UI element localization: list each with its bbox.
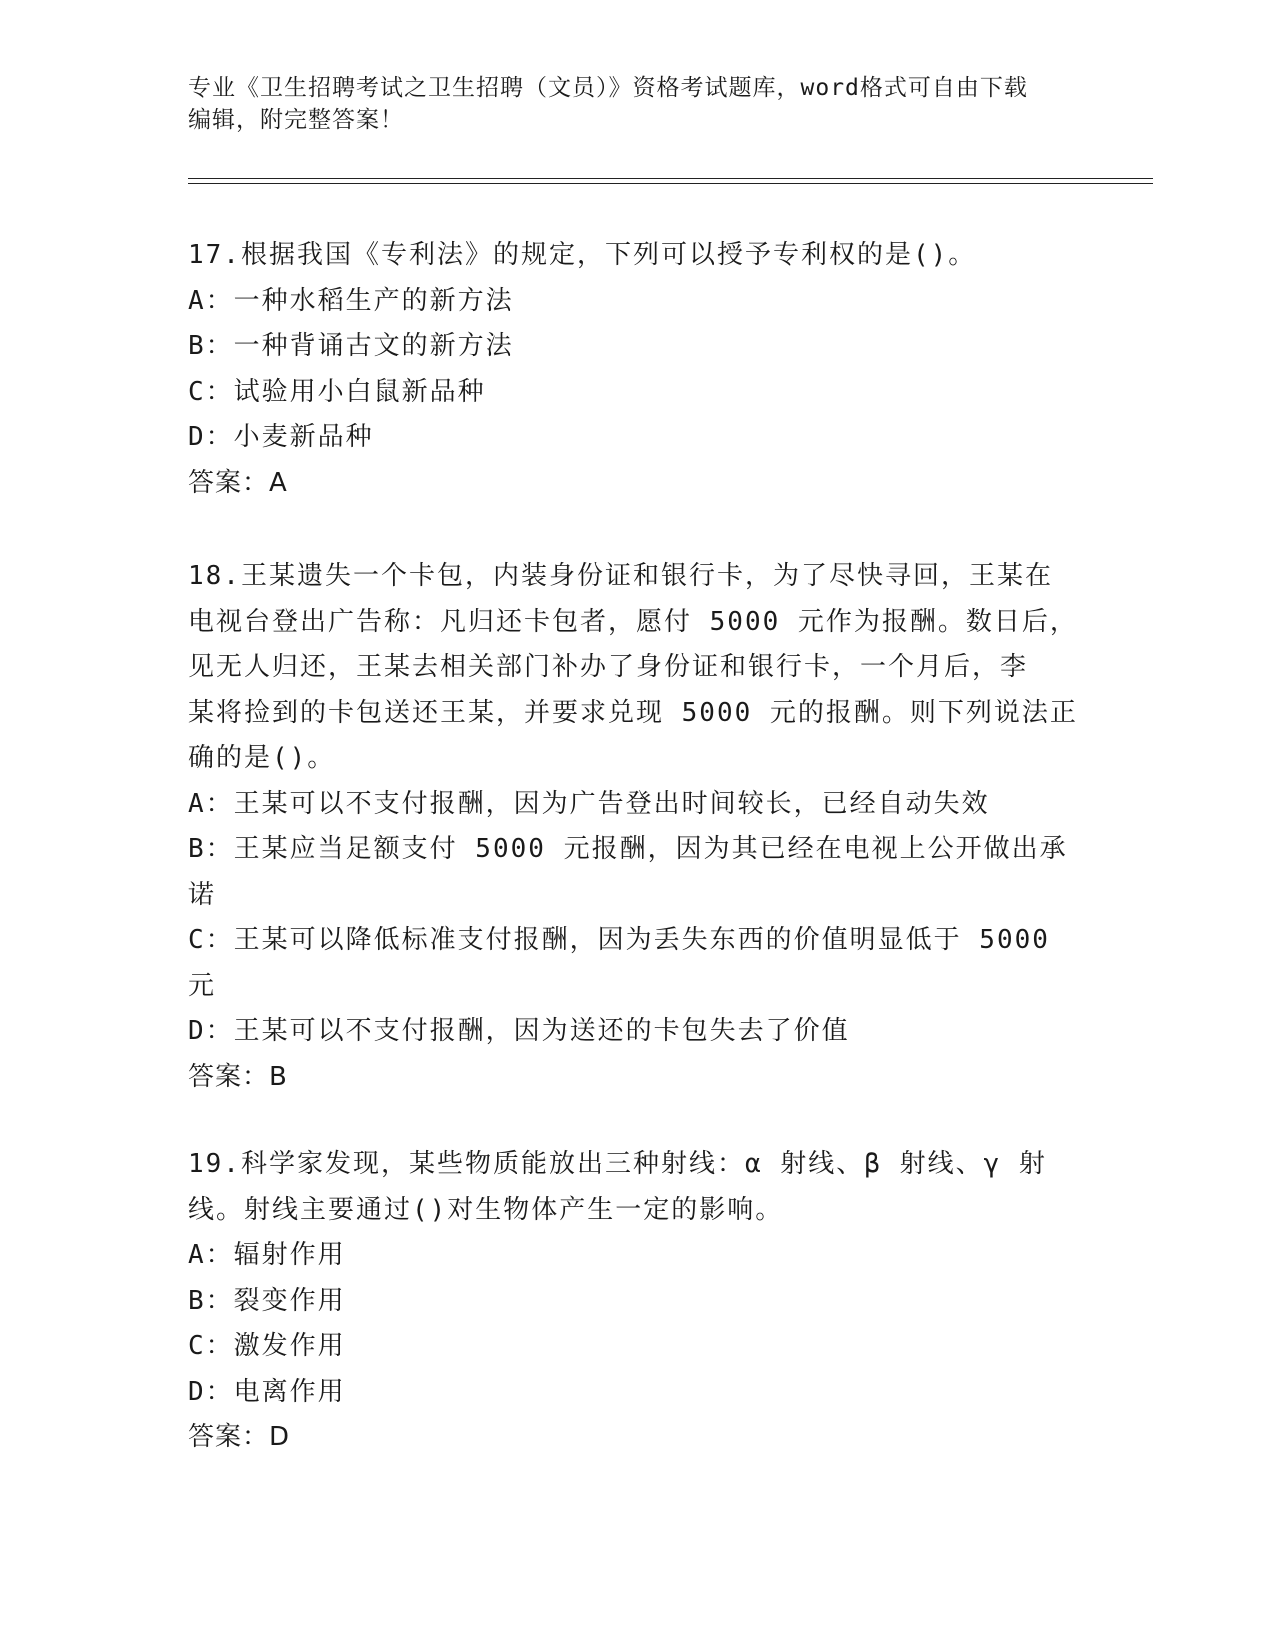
option-b: B：一种背诵古文的新方法 [188, 331, 514, 361]
option-b-continued: 诺 [188, 879, 217, 910]
question-stem: 确的是()。 [188, 743, 336, 773]
question-stem: 18.王某遗失一个卡包，内装身份证和银行卡，为了尽快寻回，王某在 [188, 561, 1053, 591]
document-header [188, 72, 1088, 136]
question-stem: 线。射线主要通过()对生物体产生一定的影响。 [188, 1194, 784, 1225]
option-b: B：裂变作用 [188, 1285, 346, 1316]
header-rule-top [188, 178, 1153, 179]
option-c: C：激发作用 [188, 1331, 346, 1361]
option-c-continued: 元 [188, 970, 217, 1001]
question-stem: 19.科学家发现，某些物质能放出三种射线：α 射线、β 射线、γ 射 [188, 1149, 1047, 1179]
option-b: B：王某应当足额支付 5000 元报酬，因为其已经在电视上公开做出承 [188, 834, 1068, 864]
header-line-1: 专业《卫生招聘考试之卫生招聘（文员）》资格考试题库，word格式可自由下载 [188, 75, 1028, 101]
question-stem: 某将捡到的卡包送还王某，并要求兑现 5000 元的报酬。则下列说法正 [188, 697, 1078, 728]
question-18 [188, 554, 1088, 1100]
question-19 [188, 1142, 1088, 1461]
answer: 答案：D [188, 1422, 291, 1452]
option-a: A：王某可以不支付报酬，因为广告登出时间较长，已经自动失效 [188, 788, 990, 819]
option-d: D：电离作用 [188, 1376, 346, 1407]
question-stem: 17.根据我国《专利法》的规定，下列可以授予专利权的是()。 [188, 240, 977, 270]
option-c: C：王某可以降低标准支付报酬，因为丢失东西的价值明显低于 5000 [188, 925, 1050, 955]
option-a: A：一种水稻生产的新方法 [188, 285, 514, 316]
header-line-2: 编辑，附完整答案！ [188, 107, 404, 133]
option-d: D：小麦新品种 [188, 422, 374, 452]
question-stem: 电视台登出广告称：凡归还卡包者，愿付 5000 元作为报酬。数日后， [188, 606, 1078, 637]
answer: 答案：B [188, 1061, 288, 1092]
option-c: C：试验用小白鼠新品种 [188, 376, 486, 407]
question-stem: 见无人归还，王某去相关部门补办了身份证和银行卡，一个月后，李 [188, 652, 1029, 682]
header-rule-bottom [188, 183, 1153, 184]
option-a: A：辐射作用 [188, 1240, 346, 1270]
answer: 答案：A [188, 467, 288, 498]
question-17 [188, 233, 1088, 506]
option-d: D：王某可以不支付报酬，因为送还的卡包失去了价值 [188, 1016, 850, 1046]
